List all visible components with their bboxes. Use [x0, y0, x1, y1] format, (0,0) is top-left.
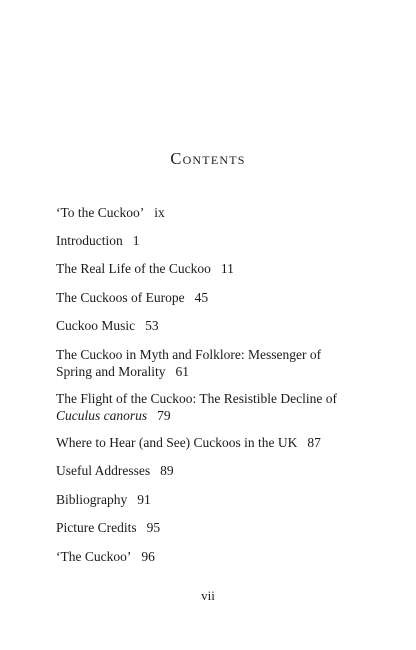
- toc-entry-real-life[interactable]: [56, 261, 386, 278]
- toc-entry-page: 89: [160, 463, 174, 478]
- toc-entry-title: ‘The Cuckoo’: [56, 549, 132, 564]
- toc-entry-cuckoo-music[interactable]: [56, 318, 386, 335]
- toc-entry-page: 11: [220, 261, 234, 276]
- toc-entry-title-line1: The Flight of the Cuckoo: The Resistible Decline of: [56, 391, 337, 406]
- toc-entry-title-line2: Spring and Morality: [56, 363, 166, 379]
- toc-entry-page: 61: [175, 363, 189, 379]
- toc-entry-page: 91: [137, 492, 151, 507]
- toc-entry-cuckoos-of-europe[interactable]: [56, 290, 386, 307]
- toc-entry-picture-credits[interactable]: [56, 520, 386, 537]
- toc-entry-useful-addresses[interactable]: [56, 463, 386, 480]
- toc-entry-title: The Real Life of the Cuckoo: [56, 261, 211, 276]
- toc-entry-page: 95: [146, 520, 161, 535]
- toc-entry-the-cuckoo-poem[interactable]: [56, 549, 386, 566]
- toc-entry-title: Useful Addresses: [56, 463, 151, 478]
- toc-entry-title: Introduction: [56, 233, 123, 248]
- toc-entry-title: Bibliography: [56, 492, 128, 507]
- toc-entry-page: 45: [194, 290, 209, 305]
- toc-entry-title-line1: The Cuckoo in Myth and Folklore: Messenger of: [56, 347, 322, 362]
- toc-entry-title: Where to Hear (and See) Cuckoos in the UK: [56, 435, 298, 450]
- toc-entry-page: ix: [154, 205, 165, 220]
- toc-entry-where-to-hear[interactable]: [56, 435, 386, 452]
- toc-entry-page: 79: [157, 407, 171, 423]
- page-title: Contents: [170, 149, 246, 168]
- page-number: vii: [201, 588, 215, 603]
- toc-entry-page: 96: [141, 549, 155, 564]
- toc-entry-page: 87: [307, 435, 321, 450]
- toc-entry-title-line2-italic: Cuculus canorus: [56, 407, 148, 423]
- toc-entry-myth-and-folklore[interactable]: [56, 347, 386, 380]
- toc-entry-title: Cuckoo Music: [56, 318, 136, 333]
- toc-entry-page: 53: [145, 318, 159, 333]
- toc-entry-to-the-cuckoo[interactable]: [56, 205, 386, 222]
- toc-entry-title: ‘To the Cuckoo’: [56, 205, 145, 220]
- toc-entry-introduction[interactable]: [56, 233, 386, 250]
- toc-entry-title: The Cuckoos of Europe: [56, 290, 185, 305]
- toc-entry-bibliography[interactable]: [56, 492, 386, 509]
- toc-entry-page: 1: [132, 233, 140, 248]
- toc-entry-flight-of-the-cuckoo[interactable]: [56, 391, 386, 424]
- toc-entry-title: Picture Credits: [56, 520, 137, 535]
